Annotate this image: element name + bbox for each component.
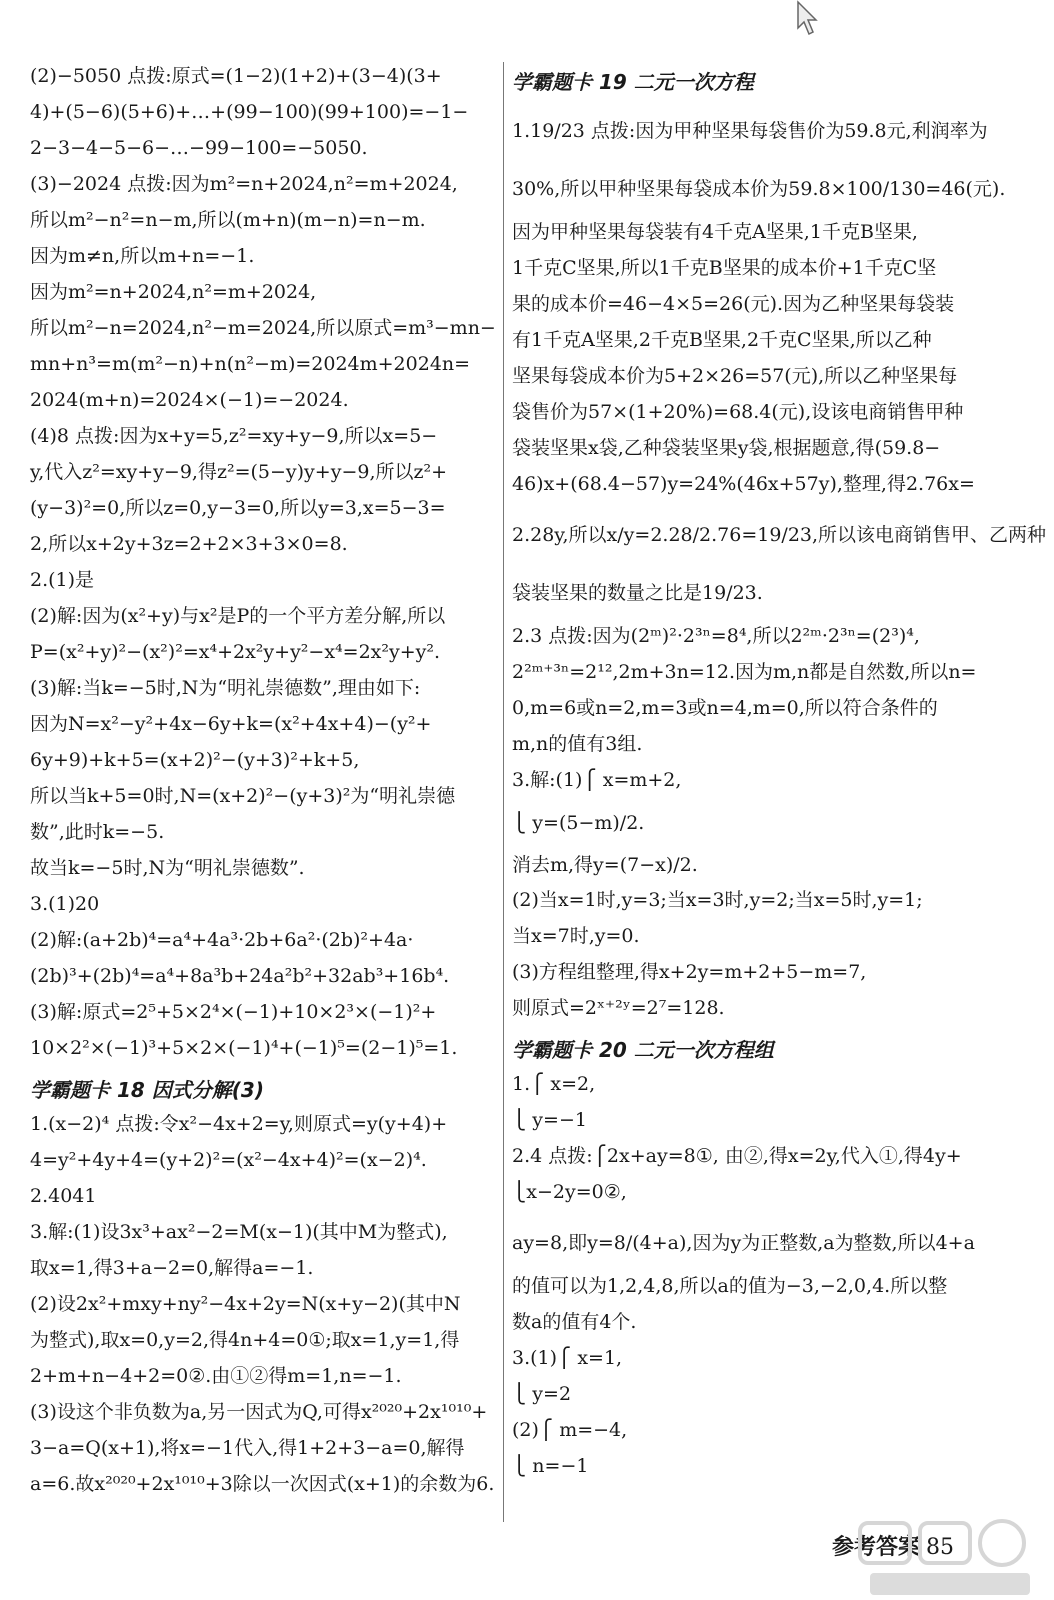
answer-line: ⎩x−2y=0②, xyxy=(512,1181,627,1203)
answer-line: (4)8 点拨:因为x+y=5,z²=xy+y−9,所以x=5− xyxy=(30,425,438,447)
answer-line: ⎩ y=2 xyxy=(512,1383,572,1405)
answer-line: 为整式),取x=0,y=2,得4n+4=0①;取x=1,y=1,得 xyxy=(30,1329,460,1351)
answer-line: (3)解:原式=2⁵+5×2⁴×(−1)+10×2³×(−1)²+ xyxy=(30,1001,437,1023)
cursor-icon xyxy=(790,0,820,40)
answer-line: 3−a=Q(x+1),将x=−1代入,得1+2+3−a=0,解得 xyxy=(30,1437,465,1459)
answer-line: 2.4041 xyxy=(30,1185,97,1207)
answer-line: 2024(m+n)=2024×(−1)=−2024. xyxy=(30,389,349,411)
answer-line: 因为甲种坚果每袋装有4千克A坚果,1千克B坚果, xyxy=(512,221,918,243)
answer-line: 袋装坚果x袋,乙种袋装坚果y袋,根据题意,得(59.8− xyxy=(512,437,941,459)
answer-line: (3)解:当k=−5时,N为“明礼崇德数”,理由如下: xyxy=(30,677,421,699)
answer-line: 因为m≠n,所以m+n=−1. xyxy=(30,245,255,267)
answer-line: (2)当x=1时,y=3;当x=3时,y=2;当x=5时,y=1; xyxy=(512,889,923,911)
answer-line: 数a的值有4个. xyxy=(512,1311,637,1333)
answer-line: 3.(1)20 xyxy=(30,893,100,915)
answer-line: 6y+9)+k+5=(x+2)²−(y+3)²+k+5, xyxy=(30,749,360,771)
answer-line: 果的成本价=46−4×5=26(元).因为乙种坚果每袋装 xyxy=(512,293,955,315)
answer-line: 0,m=6或n=2,m=3或n=4,m=0,所以符合条件的 xyxy=(512,697,938,719)
answer-line: 3.解:(1)设3x³+ax²−2=M(x−1)(其中M为整式), xyxy=(30,1221,448,1243)
answer-line: ⎩ n=−1 xyxy=(512,1455,589,1477)
answer-line: 46)x+(68.4−57)y=24%(46x+57y),整理,得2.76x= xyxy=(512,473,975,495)
answer-line: 3.解:(1)⎧ x=m+2, xyxy=(512,769,682,791)
answer-line: (y−3)²=0,所以z=0,y−3=0,所以y=3,x=5−3= xyxy=(30,497,446,519)
answer-line: m,n的值有3组. xyxy=(512,733,643,755)
answer-line: (2)设2x²+mxy+ny²−4x+2y=N(x+y−2)(其中N xyxy=(30,1293,461,1315)
answer-line: 袋装坚果的数量之比是19/23. xyxy=(512,582,763,604)
answer-line: 2+m+n−4+2=0②.由①②得m=1,n=−1. xyxy=(30,1365,402,1387)
answer-line: ⎩ y=−1 xyxy=(512,1109,587,1131)
answer-line: 3.(1)⎧ x=1, xyxy=(512,1347,623,1369)
answer-line: 2.3 点拨:因为(2ᵐ)²·2³ⁿ=8⁴,所以2²ᵐ·2³ⁿ=(2³)⁴, xyxy=(512,625,920,647)
answer-line: 所以当k+5=0时,N=(x+2)²−(y+3)²为“明礼崇德 xyxy=(30,785,456,807)
answer-line: P=(x²+y)²−(x²)²=x⁴+2x²y+y²−x⁴=2x²y+y². xyxy=(30,641,441,663)
answer-line: 故当k=−5时,N为“明礼崇德数”. xyxy=(30,857,305,879)
answer-line: 1.⎧ x=2, xyxy=(512,1073,596,1095)
answer-line: (2b)³+(2b)⁴=a⁴+8a³b+24a²b²+32ab³+16b⁴. xyxy=(30,965,450,987)
answer-line: 2²ᵐ⁺³ⁿ=2¹²,2m+3n=12.因为m,n都是自然数,所以n= xyxy=(512,661,977,683)
section-title: 学霸题卡 18 因式分解(3) xyxy=(30,1078,264,1102)
footer-label: 参考答案 xyxy=(831,1535,920,1560)
answer-line: 所以m²−n²=n−m,所以(m+n)(m−n)=n−m. xyxy=(30,209,426,231)
answer-line: 袋售价为57×(1+20%)=68.4(元),设该电商销售甲种 xyxy=(512,401,964,423)
answer-line: y,代入z²=xy+y−9,得z²=(5−y)y+y−9,所以z²+ xyxy=(30,461,448,483)
answer-line: mn+n³=m(m²−n)+n(n²−m)=2024m+2024n= xyxy=(30,353,471,375)
right-column xyxy=(512,62,1047,1488)
answer-line: 2.(1)是 xyxy=(30,569,95,591)
answer-line: ⎩ y=(5−m)/2. xyxy=(512,812,645,834)
answer-line: 10×2²×(−1)³+5×2×(−1)⁴+(−1)⁵=(2−1)⁵=1. xyxy=(30,1037,458,1059)
watermark-logo-icon xyxy=(850,1515,1040,1600)
answer-line: ay=8,即y=8/(4+a),因为y为正整数,a为整数,所以4+a xyxy=(512,1232,975,1254)
answer-line: 4=y²+4y+4=(y+2)²=(x²−4x+4)²=(x−2)⁴. xyxy=(30,1149,427,1171)
answer-line: 坚果每袋成本价为5+2×26=57(元),所以乙种坚果每 xyxy=(512,365,958,387)
answer-line: (3)方程组整理,得x+2y=m+2+5−m=7, xyxy=(512,961,867,983)
answer-line: 30%,所以甲种坚果每袋成本价为59.8×100/130=46(元). xyxy=(512,178,1006,200)
answer-line: 当x=7时,y=0. xyxy=(512,925,640,947)
answer-line: a=6.故x²⁰²⁰+2x¹⁰¹⁰+3除以一次因式(x+1)的余数为6. xyxy=(30,1473,495,1495)
answer-line: (3)设这个非负数为a,另一因式为Q,可得x²⁰²⁰+2x¹⁰¹⁰+ xyxy=(30,1401,488,1423)
answer-line: 1.(x−2)⁴ 点拨:令x²−4x+2=y,则原式=y(y+4)+ xyxy=(30,1113,448,1135)
answer-line: 所以m²−n=2024,n²−m=2024,所以原式=m³−mn− xyxy=(30,317,496,339)
answer-line: 1.19/23 点拨:因为甲种坚果每袋售价为59.8元,利润率为 xyxy=(512,120,988,142)
answer-line: 则原式=2ˣ⁺²ʸ=2⁷=128. xyxy=(512,997,725,1019)
answer-line: 1千克C坚果,所以1千克B坚果的成本价+1千克C坚 xyxy=(512,257,937,279)
answer-line: 有1千克A坚果,2千克B坚果,2千克C坚果,所以乙种 xyxy=(512,329,932,351)
answer-line: (2)解:(a+2b)⁴=a⁴+4a³·2b+6a²·(2b)²+4a· xyxy=(30,929,414,951)
left-column xyxy=(30,62,498,1506)
answer-line: 2,所以x+2y+3z=2+2×3+3×0=8. xyxy=(30,533,348,555)
answer-line: (2)⎧ m=−4, xyxy=(512,1419,628,1441)
answer-line: 取x=1,得3+a−2=0,解得a=−1. xyxy=(30,1257,314,1279)
page-number: 85 xyxy=(926,1535,954,1560)
column-divider xyxy=(503,62,504,1522)
answer-line: 2−3−4−5−6−…−99−100=−5050. xyxy=(30,137,368,159)
answer-line: 因为m²=n+2024,n²=m+2024, xyxy=(30,281,317,303)
answer-line: 2.28y,所以x/y=2.28/2.76=19/23,所以该电商销售甲、乙两种 xyxy=(512,524,1047,546)
answer-line: 消去m,得y=(7−x)/2. xyxy=(512,854,698,876)
answer-line: 的值可以为1,2,4,8,所以a的值为−3,−2,0,4.所以整 xyxy=(512,1275,948,1297)
section-title: 学霸题卡 20 二元一次方程组 xyxy=(512,1038,774,1062)
answer-line: (2)解:因为(x²+y)与x²是P的一个平方差分解,所以 xyxy=(30,605,446,627)
answer-line: 因为N=x²−y²+4x−6y+k=(x²+4x+4)−(y²+ xyxy=(30,713,432,735)
section-title: 学霸题卡 19 二元一次方程 xyxy=(512,70,754,94)
answer-line: 数”,此时k=−5. xyxy=(30,821,165,843)
answer-line: (2)−5050 点拨:原式=(1−2)(1+2)+(3−4)(3+ xyxy=(30,65,442,87)
answer-line: 2.4 点拨:⎧2x+ay=8①, 由②,得x=2y,代入①,得4y+ xyxy=(512,1145,962,1167)
answer-line: (3)−2024 点拨:因为m²=n+2024,n²=m+2024, xyxy=(30,173,458,195)
answer-line: 4)+(5−6)(5+6)+…+(99−100)(99+100)=−1− xyxy=(30,101,469,123)
